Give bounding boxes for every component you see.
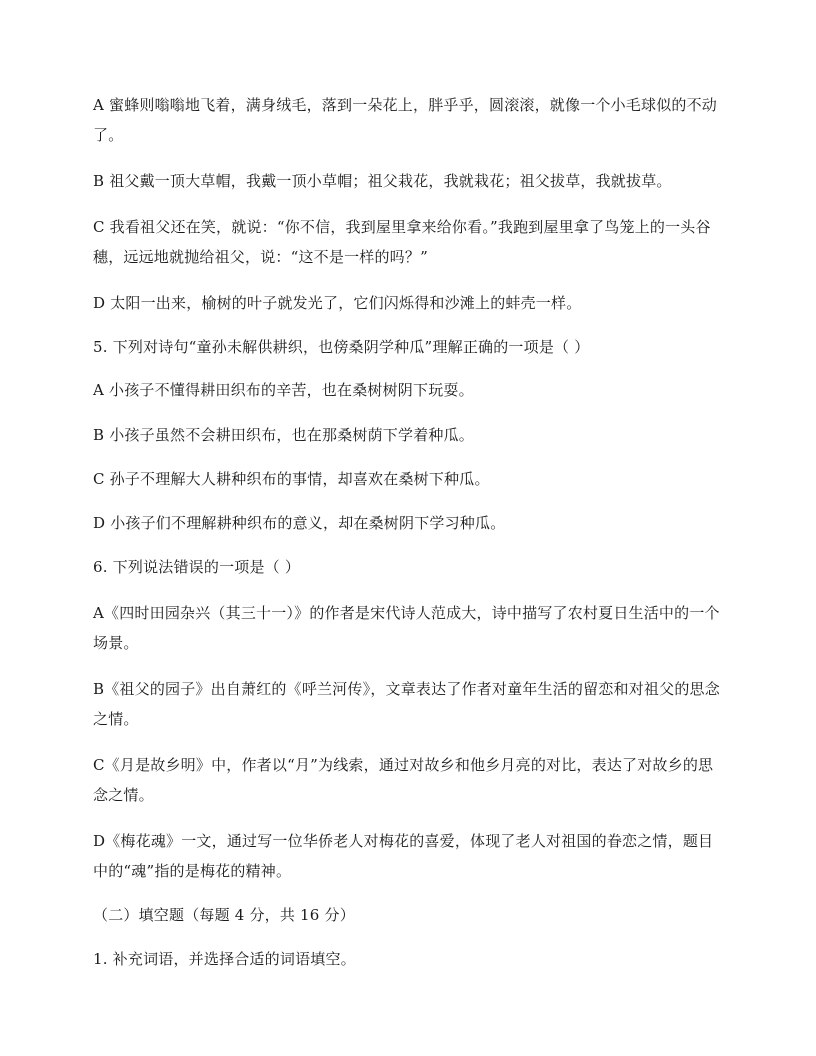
question-5: 5. 下列对诗句“童孙未解供耕织，也傍桑阴学种瓜”理解正确的一项是（ ） xyxy=(93,338,590,356)
question-6: 6. 下列说法错误的一项是（ ） xyxy=(93,558,301,576)
fill-in-question-1: 1. 补充词语，并选择合适的词语填空。 xyxy=(93,950,356,968)
option-b-straw-hat: B 祖父戴一顶大草帽，我戴一顶小草帽；祖父栽花，我就栽花；祖父拔草，我就拔草。 xyxy=(93,172,672,190)
question-5-option-b: B 小孩子虽然不会耕田织布，也在那桑树荫下学着种瓜。 xyxy=(93,426,474,444)
option-c-grain-ear: C 我看祖父还在笑，就说：“你不信，我到屋里拿来给你看。”我跑到屋里拿了鸟笼上的一头谷穗，远远地就抛给祖父，说：“这不是一样的吗？” xyxy=(93,218,711,266)
question-6-option-d: D《梅花魂》一文，通过写一位华侨老人对梅花的喜爱，体现了老人对祖国的眷恋之情，题目中的“魂”指的是梅花的精神。 xyxy=(93,832,714,880)
question-6-option-a: A《四时田园杂兴（其三十一）》的作者是宋代诗人范成大，诗中描写了农村夏日生活中的一个场景。 xyxy=(93,604,720,652)
question-6-option-c: C《月是故乡明》中，作者以“月”为线索，通过对故乡和他乡月亮的对比，表达了对故乡的思念之情。 xyxy=(93,756,714,804)
section-fill-in-heading: （二）填空题（每题 4 分，共 16 分） xyxy=(93,906,355,924)
option-a-bee: A 蜜蜂则嗡嗡地飞着，满身绒毛，落到一朵花上，胖乎乎，圆滚滚，就像一个小毛球似的不动了。 xyxy=(93,96,718,144)
question-6-option-b: B《祖父的园子》出自萧红的《呼兰河传》，文章表达了作者对童年生活的留恋和对祖父的思念之情。 xyxy=(93,680,720,728)
question-5-option-c: C 孙子不理解大人耕种织布的事情，却喜欢在桑树下种瓜。 xyxy=(93,470,490,488)
option-d-elm-leaves: D 太阳一出来，榆树的叶子就发光了，它们闪烁得和沙滩上的蚌壳一样。 xyxy=(93,294,582,312)
question-5-option-d: D 小孩子们不理解耕种织布的意义，却在桑树阴下学习种瓜。 xyxy=(93,514,506,532)
question-5-option-a: A 小孩子不懂得耕田织布的辛苦，也在桑树树阴下玩耍。 xyxy=(93,381,474,399)
